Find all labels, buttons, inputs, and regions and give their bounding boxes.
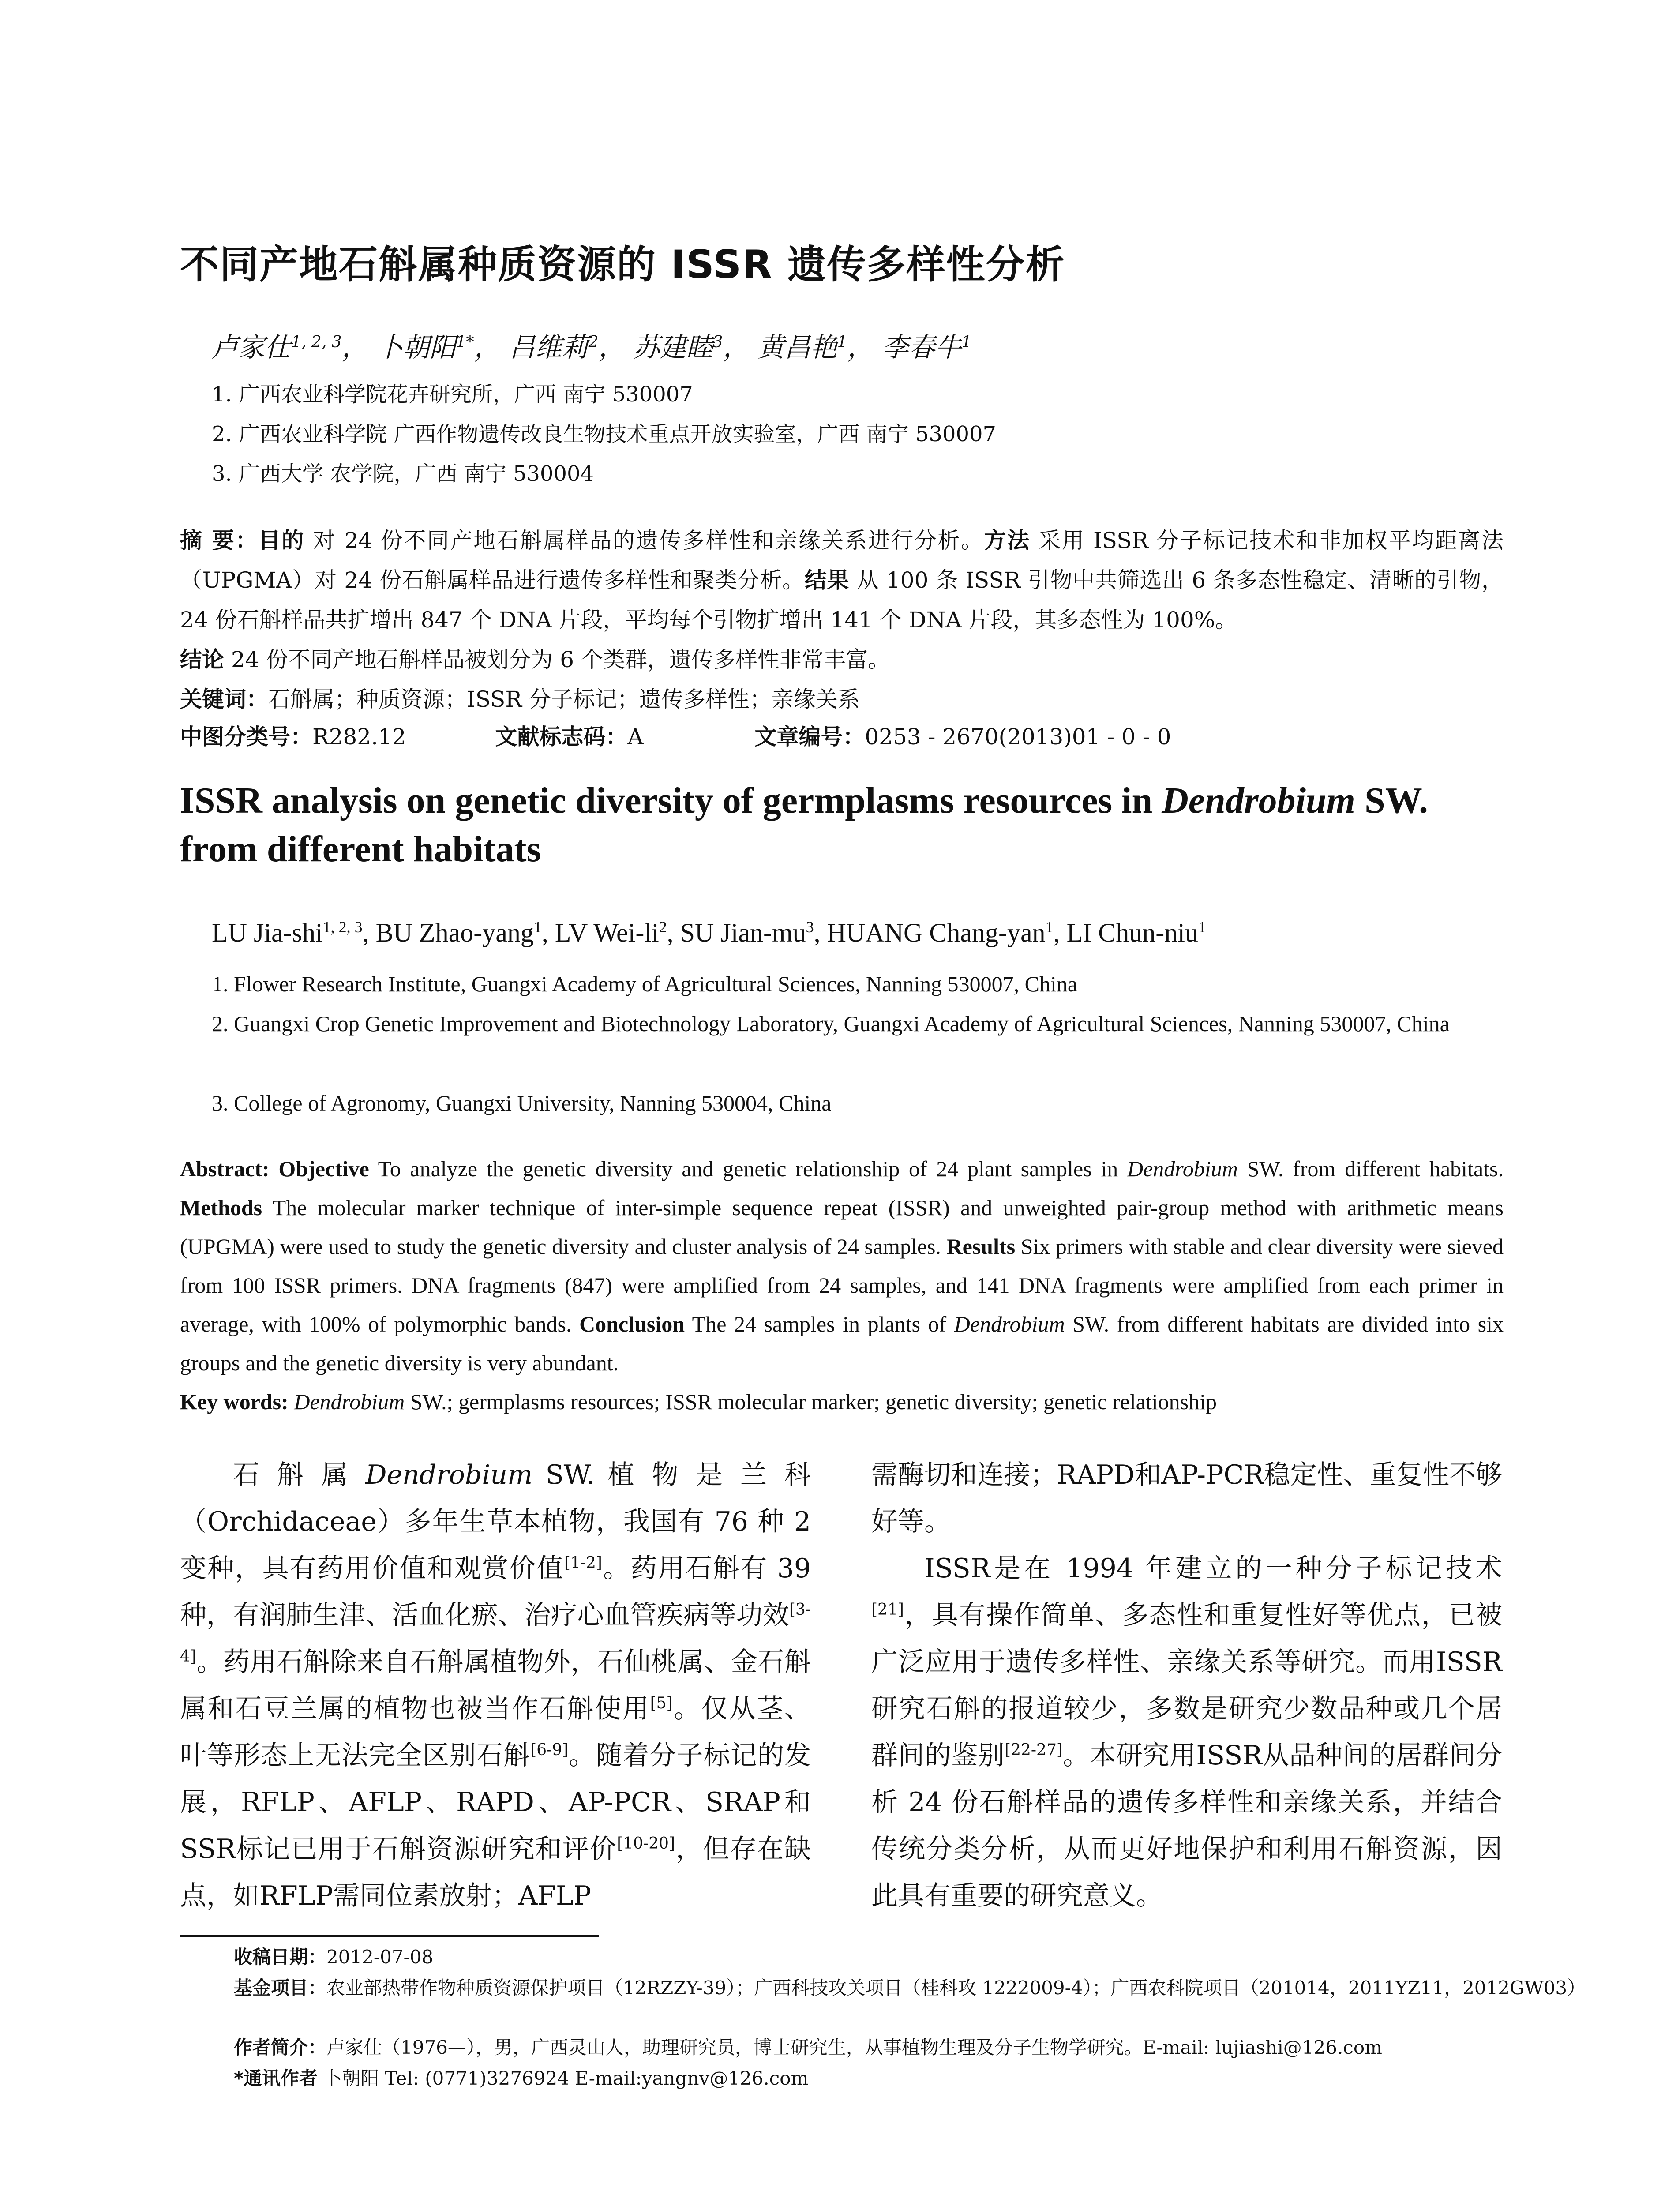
separator: ， [341,332,368,363]
genus-name: Dendrobium [1162,780,1355,821]
author-affil-sup: 1 [1045,918,1054,936]
author-name: BU Zhao-yang [375,918,534,947]
objective-text: To analyze the genetic diversity and genetic relationship of 24 plant samples in [369,1156,1127,1181]
conclusion-label: 结论 [180,647,224,672]
author-name: HUANG Chang-yan [827,918,1046,947]
english-title [180,777,1504,874]
body-right-column [871,1452,1502,1919]
genus-name: Dendrobium [365,1459,532,1490]
footnote-received [234,1943,1504,1971]
body-text: 。仅从茎、叶等形态上无法完全区别石斛 [180,1693,811,1771]
article-number-label: 文章编号： [754,724,865,750]
received-date: 2012-07-08 [326,1946,434,1968]
citation: [10-20] [617,1835,675,1853]
author-affil-sup: 1 [533,918,542,936]
english-title-part: ISSR analysis on genetic diversity of germplasms resources in [180,780,1162,821]
author-name: LV Wei-li [555,918,659,947]
body-text: ，具有操作简单、多态性和重复性好等优点，已被广泛应用于遗传多样性、亲缘关系等研究。而用ISSR研究石斛的报道较少，多数是研究少数品种或几个居群间的鉴别 [871,1600,1502,1771]
chinese-affiliation: 1. 广西农业科学院花卉研究所，广西 南宁 530007 [212,382,693,407]
results-text: Six primers with stable and clear diversity were sieved from 100 ISSR primers. DNA fragments (847) were amplified from 24 samples, and 141 DNA fragments were amplified from each primer in average, with 100% of polymorphic bands. [180,1234,1504,1336]
clc-value: R282.12 [312,724,406,750]
chinese-authors [212,326,971,364]
author-affil-sup: 1* [456,333,474,351]
separator: ， [847,332,874,363]
author-bio-text: 卢家仕（1976—），男，广西灵山人，助理研究员，博士研究生，从事植物生理及分子生物学研究。E-mail: lujiashi@126.com [326,2037,1382,2058]
abstract-label: 摘 要： [180,528,259,553]
separator: ， [723,332,750,363]
doc-code-label: 文献标志码： [495,724,628,750]
author-name: 李春牛 [882,332,962,363]
body-text: ，但存在缺点，如RFLP需同位素放射；AFLP [180,1834,811,1911]
author-bio-label: 作者简介： [234,2037,327,2058]
body-paragraph [871,1545,1502,1919]
author-affil-sup: 1, 2, 3 [322,918,363,936]
clc-label: 中图分类号： [180,724,312,750]
footnote-corresponding [234,2065,1504,2092]
keywords-text: 石斛属；种质资源；ISSR 分子标记；遗传多样性；亲缘关系 [268,687,860,712]
body-paragraph [180,1452,811,1919]
objective-label: 目的 [258,528,305,553]
citation: [1-2] [564,1554,602,1572]
english-affiliation: 3. College of Agronomy, Guangxi University, Nanning 530004, China [212,1091,832,1115]
methods-text: 采用 ISSR 分子标记技术和非加权平均距离法（UPGMA）对 24 份石斛属样品进行遗传多样性和聚类分析。 [180,528,1504,593]
body-text: 。药用石斛有 39 种，有润肺生津、活血化瘀、治疗心血管疾病等功效 [180,1553,811,1631]
author-name: 黄昌艳 [758,332,837,363]
body-paragraph [871,1452,1502,1545]
separator: ， [598,332,625,363]
methods-text: The molecular marker technique of inter-simple sequence repeat (ISSR) and unweighted pair-group method with arithmetic means (UPGMA) were used to study the genetic diversity and cluster analysis of 24 samples. [180,1195,1504,1259]
author-name: 苏建睦 [633,332,713,363]
author-affil-sup: 1, 2, 3 [291,333,342,351]
separator: ， [474,332,501,363]
author-name: 卢家仕 [212,332,291,363]
keywords-text: SW.; germplasms resources; ISSR molecular marker; genetic diversity; genetic relationship [405,1389,1217,1414]
genus-name: Dendrobium [954,1312,1065,1336]
english-affiliation: 1. Flower Research Institute, Guangxi Academy of Agricultural Sciences, Nanning 530007, China [212,972,1078,996]
methods-label: 方法 [984,528,1031,553]
author-affil-sup: 3 [806,918,814,936]
author-affil-sup: 2 [588,333,599,351]
fund-text: 农业部热带作物种质资源保护项目（12RZZY-39）；广西科技攻关项目（桂科攻 1222009-4）；广西农科院项目（201014，2011YZ11，2012GW03） [326,1977,1586,1999]
english-affiliation: 2. Guangxi Crop Genetic Improvement and Biotechnology Laboratory, Guangxi Academy of Agricultural Sciences, Nanning 530007, China [212,1011,1450,1036]
doc-code-value: A [627,724,644,750]
footnote-divider [180,1935,599,1937]
conclusion-text: SW. from different habitats are divided into six groups and the genetic diversity is very abundant. [180,1312,1504,1375]
footnote-author [234,2034,1504,2061]
chinese-title: 不同产地石斛属种质资源的 ISSR 遗传多样性分析 [180,242,1065,287]
author-name: LI Chun-niu [1066,918,1198,947]
author-name: 吕维莉 [509,332,589,363]
author-affil-sup: 1 [1198,918,1206,936]
footnote-fund [234,1974,1597,2002]
results-text: 从 100 条 ISSR 引物中共筛选出 6 条多态性稳定、清晰的引物， 24 份石斛样品共扩增出 847 个 DNA 片段，平均每个引物扩增出 141 个 DNA 片段，其多态性为 100%。 [180,567,1504,633]
keywords-label: 关键词： [180,687,268,712]
article-number-value: 0253 - 2670(2013)01 - 0 - 0 [865,724,1171,750]
body-text: ISSR是在 1994 年建立的一种分子标记技术 [924,1553,1502,1584]
body-text: 。随着分子标记的发展，RFLP、AFLP、RAPD、AP-PCR、SRAP和SSR标记已用于石斛资源研究和评价 [180,1740,811,1865]
conclusion-label: Conclusion [579,1312,685,1336]
author-affil-sup: 2 [659,918,667,936]
chinese-affiliation: 2. 广西农业科学院 广西作物遗传改良生物技术重点开放实验室，广西 南宁 530007 [212,422,997,446]
citation: [21] [871,1601,904,1619]
objective-text: 对 24 份不同产地石斛属样品的遗传多样性和亲缘关系进行分析。 [305,528,984,553]
body-text: 。本研究用ISSR从品种间的居群间分析 24 份石斛样品的遗传多样性和亲缘关系，并结合传统分类分析，从而更好地保护和利用石斛资源，因此具有重要的研究意义。 [871,1740,1503,1911]
citation: [6-9] [530,1741,569,1759]
english-abstract [180,1149,1504,1421]
chinese-abstract [180,521,1504,719]
author-affil-sup: 1 [961,333,972,351]
fund-label: 基金项目： [234,1977,327,1999]
citation: [22-27] [1005,1741,1063,1759]
body-text: 。药用石斛除来自石斛属植物外，石仙桃属、金石斛属和石豆兰属的植物也被当作石斛使用 [180,1647,811,1724]
body-text: SW. 植 物 是 兰 科（Orchidaceae）多年生草本植物，我国有 76 种 2 变种，具有药用价值和观赏价值 [180,1459,811,1584]
keywords-label: Key words: [180,1389,289,1414]
author-name: SU Jian-mu [680,918,806,947]
body-text: 石 斛 属 [233,1459,366,1490]
genus-name: Dendrobium [1127,1156,1238,1181]
corresponding-label: *通讯作者 [234,2067,318,2089]
english-title-part: SW. from different habitats [180,780,1428,870]
objective-text: SW. from different habitats. [1238,1156,1504,1181]
author-affil-sup: 1 [837,333,848,351]
citation: [3-4] [180,1601,811,1666]
results-label: 结果 [804,567,850,593]
body-left-column [180,1452,811,1919]
conclusion-text: 24 份不同产地石斛样品被划分为 6 个类群，遗传多样性非常丰富。 [224,647,890,672]
author-name: LU Jia-shi [212,918,323,947]
results-label: Results [946,1234,1016,1259]
genus-name: Dendrobium [294,1389,405,1414]
corresponding-text: 卜朝阳 Tel: (0771)3276924 E-mail:yangnv@126.com [317,2067,809,2089]
author-affil-sup: 3 [712,333,723,351]
chinese-affiliation: 3. 广西大学 农学院，广西 南宁 530004 [212,461,594,486]
english-authors: LU Jia-shi$^{1, 2, 3}$, BU Zhao-yang$^1$, LV Wei-$li^2$, SU Jian-$mu^3$, HUANG Chang-yan$^1$, LI Chun-niu$^1$ [212,918,1206,947]
received-label: 收稿日期： [234,1946,327,1968]
methods-label: Methods [180,1195,262,1220]
objective-label: Abstract: Objective [180,1156,369,1181]
conclusion-text: The 24 samples in plants of [685,1312,954,1336]
body-text: 需酶切和连接；RAPD和AP-PCR稳定性、重复性不够好等。 [871,1459,1502,1537]
citation: [5] [650,1694,673,1712]
classification-line [180,719,1171,751]
author-name: 卜朝阳 [376,332,456,363]
